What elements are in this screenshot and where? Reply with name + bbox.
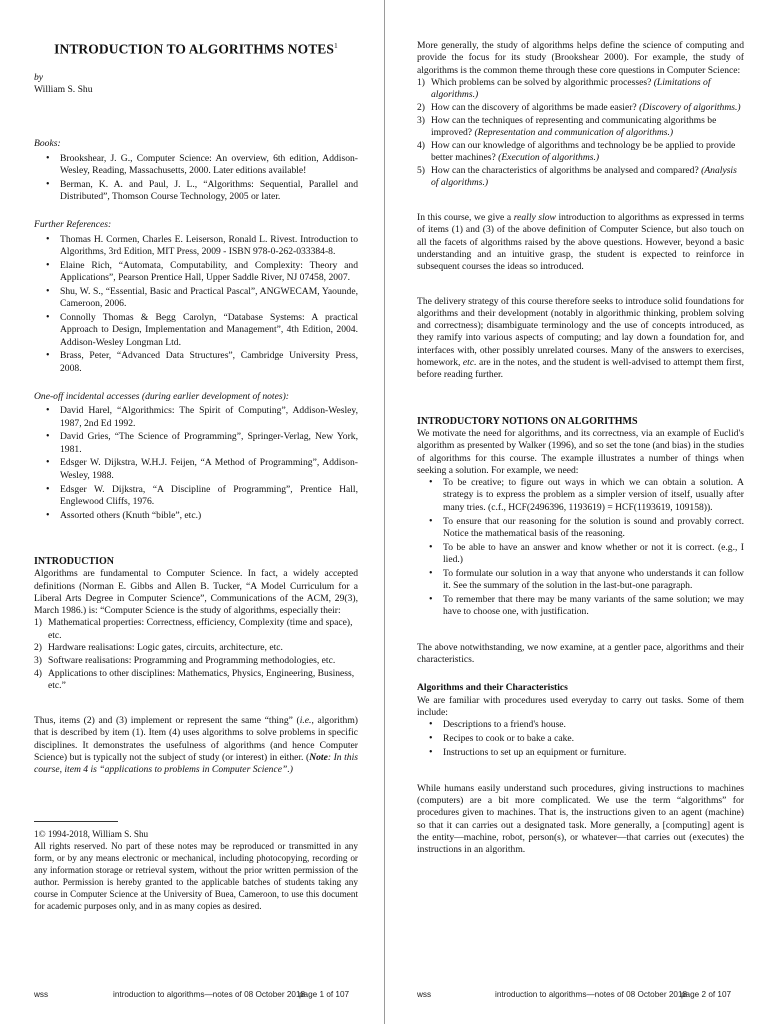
- notions-paragraph: We motivate the need for algorithms, and its correctness, via an example of Euclid's algorithm as presented by Walker (1996), and so set the tone (and bias) in the studies of algorithms for this course. The example illustrates a number of things when seeking a solution. For example, we need:: [417, 427, 744, 476]
- footnote-marker: 1: [334, 41, 338, 50]
- footer-initials: wss: [34, 990, 49, 999]
- books-label: Books:: [34, 138, 61, 150]
- list-item: • To formulate our solution in a way that anyone who understands it can follow it. See the summary of the solution in the last-but-one paragraph.: [443, 568, 744, 593]
- characteristics-heading: Algorithms and their Characteristics: [417, 682, 568, 694]
- list-item: • Brass, Peter, “Advanced Data Structures”, Cambridge University Press, 2008.: [60, 350, 358, 375]
- list-item: [417, 140, 744, 165]
- list-item: • To be able to have an answer and know whether or not it is correct. (e.g., I lied.): [443, 542, 744, 567]
- notions-heading: INTRODUCTORY NOTIONS ON ALGORITHMS: [417, 415, 638, 427]
- list-item: [417, 115, 744, 140]
- characteristics-paragraph: We are familiar with procedures used everyday to carry out tasks. Some of them include:: [417, 694, 744, 719]
- list-item: • Shu, W. S., “Essential, Basic and Practical Pascal”, ANGWECAM, Yaounde, Cameroon, 2006.: [60, 286, 358, 311]
- item-note: (Representation and communication of algorithms.): [474, 127, 674, 139]
- list-item: • Descriptions to a friend's house.: [443, 719, 744, 731]
- footnote-rule: [34, 821, 118, 822]
- list-item: • Recipes to cook or to bake a cake.: [443, 733, 744, 745]
- item-text: How can the techniques of representing and communicating algorithms be improved?: [431, 114, 717, 139]
- item-text: Hardware realisations: Logic gates, circuits, architecture, etc.: [48, 642, 283, 654]
- list-item: • David Harel, “Algorithmics: The Spirit of Computing”, Addison-Wesley, 1987, 2nd Ed 1992.: [60, 405, 358, 430]
- item-number: 3): [417, 114, 425, 126]
- item-note: (Analysis of algorithms.): [431, 164, 737, 189]
- footer-title: introduction to algorithms—notes of 08 October 2018: [495, 990, 688, 999]
- course-paragraph: [417, 212, 744, 273]
- list-item: • Edsger W. Dijkstra, “A Discipline of Programming”, Prentice Hall, Englewood Cliffs, 1976.: [60, 484, 358, 509]
- item-text: How can the characteristics of algorithms be analysed and compared?: [431, 164, 702, 176]
- oneoff-list: [34, 405, 358, 522]
- list-item: • Thomas H. Cormen, Charles E. Leiserson, Ronald L. Rivest. Introduction to Algorithms, 3rd Edition, MIT Press, 2009 - ISBN 978-0-262-033384-8.: [60, 234, 358, 259]
- list-item: • Elaine Rich, “Automata, Computability, and Complexity: Theory and Applications”, Pearson Prentice Hall, Upper Saddle River, NJ 07458, 2007.: [60, 260, 358, 285]
- text-run: In this course, we give a: [417, 212, 514, 224]
- item-number: 2): [34, 642, 42, 654]
- introduction-paragraph: Algorithms are fundamental to Computer Science. In fact, a widely accepted definitions (Norman E. Gibbs and Allen B. Tucker, “A Model Curriculum for a Liberal Arts Degree in Computer Science”, Communications of the ACM, 29(3), March 1986.) is: “Computer Science is the study of algorithms, especially their:: [34, 568, 358, 617]
- author-name: William S. Shu: [34, 84, 93, 96]
- text-run: really slow: [513, 212, 556, 224]
- text-run: i.e.: [299, 715, 312, 727]
- list-item: [34, 655, 358, 667]
- list-item: [34, 642, 358, 654]
- list-item: [417, 165, 744, 190]
- list-item: • Connolly Thomas & Begg Carolyn, “Database Systems: A practical Approach to Design, Implementation and Management”, 4th Edition, 2004. Addison-Wesley Longman Ltd.: [60, 312, 358, 349]
- item-number: 4): [417, 139, 425, 151]
- list-item: [34, 668, 358, 693]
- list-item: • To be creative; to figure out ways in which we can obtain a solution. A strategy is to express the problem as a simpler version of itself, usually after many tries. (c.f., HCF(2496396, 1193619) = HCF(1193619, 109158)).: [443, 477, 744, 514]
- further-references-list: [34, 234, 358, 375]
- copyright-footnote: 1© 1994-2018, William S. Shu All rights reserved. No part of these notes may be reproduced or transmitted in any form, or by any means electronic or mechanical, including photocopying, recording or any information storage or retrieval system, without the prior written permission of the author. Permission is hereby granted to the applicable batches of students taking any course in Computer Science at the University of Buea, Cameroon, to use this document for academic purposes only, and in as many copies as desired.: [34, 828, 358, 911]
- item-number: 2): [417, 101, 425, 113]
- document-title: [34, 40, 358, 56]
- text-run: are in the notes, and the student is well-advised to attempt them first, before reading further.: [417, 357, 744, 381]
- item-text: How can the discovery of algorithms be made easier?: [431, 101, 640, 113]
- by-label: by: [34, 71, 44, 83]
- list-item: • To remember that there may be many variants of the same solution; we may have to choose one, with justification.: [443, 594, 744, 619]
- item-text: Which problems can be solved by algorithmic processes?: [431, 76, 654, 88]
- footer-initials: wss: [417, 990, 432, 999]
- list-item: • Assorted others (Knuth “bible”, etc.): [60, 510, 358, 522]
- item-text: Applications to other disciplines: Mathematics, Physics, Engineering, Business, etc.”: [48, 668, 355, 692]
- list-item: • David Gries, “The Science of Programming”, Springer-Verlag, New York, 1981.: [60, 431, 358, 456]
- list-item: • To ensure that our reasoning for the solution is sound and provably correct. Notice the mathematical basis of the reasoning.: [443, 516, 744, 541]
- notwithstanding-paragraph: The above notwithstanding, we now examine, at a gentler pace, algorithms and their characteristics.: [417, 641, 744, 666]
- text-run: etc.: [462, 357, 477, 369]
- item-number: 1): [34, 617, 42, 629]
- item-text: How can our knowledge of algorithms and technology be be applied to provide better machines?: [431, 139, 736, 164]
- item-number: 5): [417, 164, 425, 176]
- list-item: [417, 77, 744, 102]
- page-1-content: [34, 40, 358, 912]
- core-questions-list: [417, 77, 744, 190]
- list-item: • Instructions to set up an equipment or furniture.: [443, 747, 744, 759]
- item-number: 1): [417, 76, 425, 88]
- page-2: [385, 0, 768, 1024]
- item-note: (Discovery of algorithms.): [639, 101, 741, 113]
- text-run: : In this course, item 4 is “applications to problems in Computer Science”.): [34, 752, 358, 776]
- thus-paragraph: [34, 715, 358, 776]
- item-text: Software realisations: Programming and Programming methodologies, etc.: [48, 655, 336, 667]
- text-run: Thus, items (2) and (3) implement or represent the same “thing” (: [34, 715, 300, 727]
- title-text: INTRODUCTION TO ALGORITHMS NOTES: [54, 41, 335, 57]
- item-note: (Execution of algorithms.): [498, 152, 600, 164]
- text-run: introduction to algorithms as expressed in terms of items (1) and (3) of the above definition of Computer Science, but also touch on all the facets of algorithms raised by the above questions. However, beyond a basic understanding and an intuitive grasp, the student is expected to reinforce in subsequent courses the ideas so introduced.: [417, 212, 744, 273]
- item-number: 4): [34, 668, 42, 680]
- machines-paragraph: While humans easily understand such procedures, giving instructions to machines (computers) are a bit more complicated. We use the term “algorithms” for procedures given to machines. That is, the instructions given to an agent (machine) so that it can carries out a designated task. More generally, a [computing] agent is the entity—machine, robot, person(s), or whatever—that carries out (executes) the instructions in an algorithm.: [417, 782, 744, 856]
- list-item: • Edsger W. Dijkstra, W.H.J. Feijen, “A Method of Programming”, Addison-Wesley, 1988.: [60, 457, 358, 482]
- needs-list: [417, 477, 744, 618]
- footer-title: introduction to algorithms—notes of 08 October 2018: [113, 990, 306, 999]
- procedures-list: [417, 719, 744, 759]
- list-item: • Berman, K. A. and Paul, J. L., “Algorithms: Sequential, Parallel and Distributed”, Thomson Course Technology, 2005 or later.: [60, 179, 358, 204]
- page-2-content: [417, 40, 744, 857]
- item-text: Mathematical properties: Correctness, efficiency, Complexity (time and space), etc.: [48, 617, 353, 641]
- footer-page-number: page 1 of 107: [299, 990, 350, 999]
- item-note: (Limitations of algorithms.): [431, 76, 711, 101]
- further-references-label: Further References:: [34, 219, 112, 231]
- item-number: 3): [34, 655, 42, 667]
- text-run: , algorithm) that is described by item (1). Item (4) uses algorithms to solve problems in specific disciplines. It demonstrates the usefulness of algorithms (and hence Computer Science) but is typically not the subject of study (or interest) in either. (: [34, 715, 358, 764]
- list-item: [34, 617, 358, 642]
- note-label: Note: [309, 752, 328, 764]
- oneoff-label: One-off incidental accesses (during earlier development of notes):: [34, 390, 289, 402]
- introduction-heading: INTRODUCTION: [34, 555, 115, 567]
- footer-page-number: page 2 of 107: [681, 990, 732, 999]
- list-item: [417, 102, 744, 114]
- strategy-paragraph: [417, 296, 744, 382]
- books-list: [34, 153, 358, 204]
- list-item: • Brookshear, J. G., Computer Science: An overview, 6th edition, Addison-Wesley, Reading, Massachusetts, 2000. Later editions available!: [60, 153, 358, 178]
- generally-paragraph: More generally, the study of algorithms helps define the science of computing and provide the focus for its study (Brookshear 2000). For example, the study of algorithms is the common theme through these core questions in Computer Science:: [417, 40, 744, 76]
- text-run: The delivery strategy of this course therefore seeks to introduce solid foundations for algorithms and their development (notably in algorithmic thinking, problem solving and correctness); disambiguate terminology and the use of concepts introduced, as they ramify into various aspects of computing; and lay down a foundation for, and interfaces with, other possibly unrelated courses. Many of the answers to exercises, homework,: [417, 295, 744, 369]
- introduction-list: [34, 617, 358, 692]
